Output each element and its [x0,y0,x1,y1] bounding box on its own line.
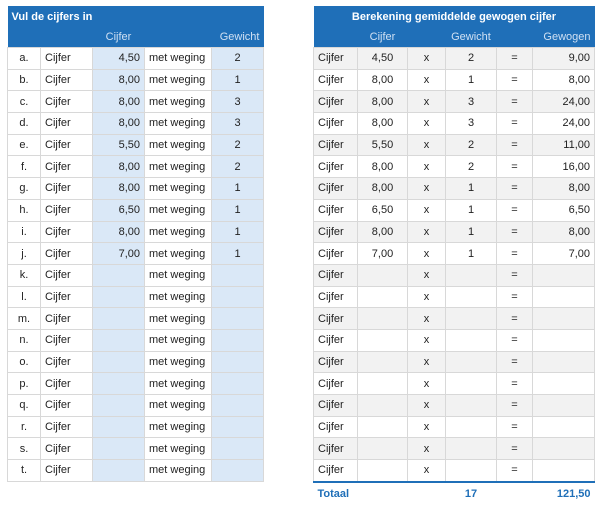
equals-sign: = [497,438,533,460]
row-label: Cijfer [41,308,93,330]
grade-input[interactable] [93,395,145,417]
grade-input[interactable]: 8,00 [93,156,145,178]
weighted-result [533,438,595,460]
multiply-sign: x [408,395,446,417]
row-label: Cijfer [41,48,93,70]
row-letter: a. [8,48,41,70]
row-letter: l. [8,286,41,308]
weight-label: met weging [145,91,212,113]
input-row [8,286,264,308]
multiply-sign: x [408,308,446,330]
weighted-result [533,395,595,417]
row-label: Cijfer [41,373,93,395]
calc-row-label: Cijfer [314,156,358,178]
input-row [8,113,264,135]
input-row [8,395,264,417]
weight-input[interactable] [212,308,264,330]
multiply-sign: x [408,156,446,178]
total-weighted: 121,50 [533,482,595,505]
calc-weight [446,329,497,351]
equals-sign: = [497,134,533,156]
weight-label: met weging [145,113,212,135]
multiply-sign: x [408,48,446,70]
calc-grade [358,308,408,330]
calc-row-label: Cijfer [314,69,358,91]
calc-grade [358,286,408,308]
multiply-sign: x [408,416,446,438]
equals-sign: = [497,308,533,330]
grade-input[interactable]: 8,00 [93,178,145,200]
weight-label: met weging [145,329,212,351]
calc-row [314,178,595,200]
multiply-sign: x [408,178,446,200]
row-letter: m. [8,308,41,330]
equals-sign: = [497,48,533,70]
input-row [8,48,264,70]
calc-row [314,264,595,286]
calc-grade: 6,50 [358,199,408,221]
weighted-result: 6,50 [533,199,595,221]
equals-sign: = [497,199,533,221]
weight-input[interactable]: 2 [212,134,264,156]
input-row [8,460,264,482]
weighted-result [533,373,595,395]
calc-row [314,243,595,265]
input-row [8,221,264,243]
weighted-result: 16,00 [533,156,595,178]
row-label: Cijfer [41,351,93,373]
calc-grade: 8,00 [358,69,408,91]
calc-weight [446,373,497,395]
calc-row [314,351,595,373]
calc-weight [446,308,497,330]
weight-label: met weging [145,395,212,417]
weight-label: met weging [145,178,212,200]
multiply-sign: x [408,286,446,308]
calc-row-label: Cijfer [314,373,358,395]
calc-grade-column-header: Cijfer [358,27,408,48]
weighted-result: 11,00 [533,134,595,156]
multiply-sign: x [408,199,446,221]
grade-input[interactable]: 8,00 [93,91,145,113]
grade-input[interactable] [93,351,145,373]
weight-input[interactable] [212,286,264,308]
calc-row [314,221,595,243]
weight-input[interactable]: 3 [212,91,264,113]
calc-weight [446,438,497,460]
calc-grade: 8,00 [358,178,408,200]
weighted-result: 7,00 [533,243,595,265]
total-weight: 17 [446,482,497,505]
weight-label: met weging [145,351,212,373]
calc-row-label: Cijfer [314,221,358,243]
equals-sign: = [497,460,533,482]
multiply-sign: x [408,91,446,113]
calc-weight: 3 [446,91,497,113]
input-row [8,134,264,156]
calc-row-label: Cijfer [314,416,358,438]
multiply-sign: x [408,373,446,395]
calc-row [314,134,595,156]
equals-sign: = [497,221,533,243]
calc-row [314,286,595,308]
row-letter: f. [8,156,41,178]
weight-label: met weging [145,308,212,330]
row-label: Cijfer [41,329,93,351]
calc-row [314,113,595,135]
weight-input[interactable]: 1 [212,69,264,91]
row-letter: e. [8,134,41,156]
grade-input[interactable]: 8,00 [93,113,145,135]
input-row [8,308,264,330]
weighted-calculation-table [313,6,595,505]
calc-grade [358,395,408,417]
row-label: Cijfer [41,243,93,265]
weight-label: met weging [145,199,212,221]
calc-row [314,329,595,351]
row-label: Cijfer [41,286,93,308]
total-row [314,482,595,505]
calc-row-label: Cijfer [314,308,358,330]
calc-grade: 4,50 [358,48,408,70]
weighted-result: 24,00 [533,113,595,135]
calc-row-label: Cijfer [314,199,358,221]
weighted-result [533,351,595,373]
calc-grade: 8,00 [358,221,408,243]
row-label: Cijfer [41,264,93,286]
row-label: Cijfer [41,156,93,178]
row-letter: b. [8,69,41,91]
calc-weight [446,264,497,286]
calc-row [314,48,595,70]
weight-label: met weging [145,416,212,438]
equals-sign: = [497,286,533,308]
calc-row-label: Cijfer [314,264,358,286]
weighted-result [533,264,595,286]
calc-row-label: Cijfer [314,438,358,460]
multiply-sign: x [408,351,446,373]
multiply-sign: x [408,221,446,243]
calc-weight: 1 [446,221,497,243]
row-letter: o. [8,351,41,373]
calc-grade [358,438,408,460]
equals-sign: = [497,91,533,113]
weighted-result [533,286,595,308]
weight-label: met weging [145,460,212,482]
calc-weight [446,416,497,438]
row-label: Cijfer [41,199,93,221]
row-letter: t. [8,460,41,482]
calc-grade: 5,50 [358,134,408,156]
calc-row [314,460,595,482]
calc-row-label: Cijfer [314,91,358,113]
row-letter: i. [8,221,41,243]
equals-sign: = [497,156,533,178]
calc-weight [446,286,497,308]
calc-weight: 2 [446,156,497,178]
weight-input[interactable] [212,416,264,438]
multiply-sign: x [408,264,446,286]
calc-row-label: Cijfer [314,351,358,373]
row-label: Cijfer [41,416,93,438]
grade-column-header: Cijfer [93,27,145,48]
weighted-result: 8,00 [533,178,595,200]
input-row [8,264,264,286]
weight-input[interactable]: 2 [212,156,264,178]
input-row [8,243,264,265]
grade-input[interactable]: 8,00 [93,221,145,243]
calc-row [314,438,595,460]
calc-grade [358,460,408,482]
row-letter: k. [8,264,41,286]
weight-input[interactable] [212,329,264,351]
weight-input[interactable] [212,460,264,482]
row-label: Cijfer [41,460,93,482]
calc-grade [358,416,408,438]
calc-weight: 1 [446,178,497,200]
input-row [8,91,264,113]
calc-row-label: Cijfer [314,286,358,308]
input-row [8,69,264,91]
grade-input[interactable]: 5,50 [93,134,145,156]
calc-weight: 1 [446,199,497,221]
calc-row [314,91,595,113]
input-row [8,438,264,460]
equals-sign: = [497,178,533,200]
multiply-sign: x [408,243,446,265]
calc-grade: 8,00 [358,113,408,135]
weight-label: met weging [145,243,212,265]
weight-label: met weging [145,156,212,178]
row-label: Cijfer [41,178,93,200]
weight-label: met weging [145,69,212,91]
calc-weight: 3 [446,113,497,135]
weight-label: met weging [145,286,212,308]
calc-row-label: Cijfer [314,178,358,200]
equals-sign: = [497,264,533,286]
calc-row [314,156,595,178]
calc-row-label: Cijfer [314,329,358,351]
weighted-column-header: Gewogen [533,27,595,48]
grade-input[interactable] [93,308,145,330]
row-letter: h. [8,199,41,221]
weighted-result: 24,00 [533,91,595,113]
multiply-sign: x [408,69,446,91]
row-letter: s. [8,438,41,460]
weight-input[interactable]: 1 [212,199,264,221]
weight-input[interactable] [212,351,264,373]
multiply-sign: x [408,113,446,135]
input-table-title: Vul de cijfers in [8,6,264,27]
input-row [8,156,264,178]
multiply-sign: x [408,134,446,156]
input-row [8,373,264,395]
calc-row-label: Cijfer [314,460,358,482]
weight-input[interactable] [212,438,264,460]
row-letter: j. [8,243,41,265]
row-label: Cijfer [41,91,93,113]
calculation-table-title: Berekening gemiddelde gewogen cijfer [314,6,595,27]
calc-row [314,199,595,221]
grade-input[interactable] [93,264,145,286]
calc-weight [446,395,497,417]
weighted-result [533,308,595,330]
row-letter: c. [8,91,41,113]
equals-sign: = [497,373,533,395]
grade-input[interactable] [93,329,145,351]
calc-weight: 1 [446,243,497,265]
weighted-result: 8,00 [533,221,595,243]
weighted-result [533,329,595,351]
weight-input[interactable] [212,395,264,417]
weight-column-header: Gewicht [212,27,264,48]
calc-weight [446,460,497,482]
grade-input[interactable]: 8,00 [93,69,145,91]
calc-row-label: Cijfer [314,134,358,156]
weight-input[interactable]: 1 [212,243,264,265]
weighted-result [533,416,595,438]
row-label: Cijfer [41,395,93,417]
calc-weight-column-header: Gewicht [446,27,497,48]
row-label: Cijfer [41,221,93,243]
row-letter: d. [8,113,41,135]
input-row [8,199,264,221]
weighted-result: 8,00 [533,69,595,91]
calc-weight [446,351,497,373]
calc-grade: 8,00 [358,91,408,113]
input-row [8,416,264,438]
calc-weight: 2 [446,134,497,156]
calc-grade: 8,00 [358,156,408,178]
row-letter: r. [8,416,41,438]
calc-weight: 2 [446,48,497,70]
calc-grade: 7,00 [358,243,408,265]
calc-weight: 1 [446,69,497,91]
equals-sign: = [497,395,533,417]
calc-row [314,373,595,395]
calc-row-label: Cijfer [314,395,358,417]
grade-input[interactable] [93,416,145,438]
weight-input[interactable] [212,373,264,395]
weight-label: met weging [145,48,212,70]
input-row [8,178,264,200]
calc-row [314,308,595,330]
weighted-result: 9,00 [533,48,595,70]
row-letter: p. [8,373,41,395]
input-row [8,329,264,351]
input-grades-table [7,6,264,482]
weight-label: met weging [145,134,212,156]
calc-row [314,395,595,417]
weight-input[interactable]: 1 [212,178,264,200]
calc-row-label: Cijfer [314,113,358,135]
equals-sign: = [497,113,533,135]
calc-row [314,69,595,91]
calc-row-label: Cijfer [314,243,358,265]
weight-label: met weging [145,373,212,395]
row-label: Cijfer [41,438,93,460]
weight-input[interactable]: 3 [212,113,264,135]
grade-input[interactable]: 6,50 [93,199,145,221]
row-label: Cijfer [41,134,93,156]
row-label: Cijfer [41,69,93,91]
weight-input[interactable]: 1 [212,221,264,243]
calc-row [314,416,595,438]
weight-label: met weging [145,438,212,460]
grade-input[interactable] [93,460,145,482]
input-row [8,351,264,373]
grade-input[interactable]: 4,50 [93,48,145,70]
equals-sign: = [497,243,533,265]
multiply-sign: x [408,460,446,482]
grade-input[interactable]: 7,00 [93,243,145,265]
calc-row-label: Cijfer [314,48,358,70]
grade-input[interactable] [93,438,145,460]
calc-grade [358,351,408,373]
weight-label: met weging [145,264,212,286]
row-label: Cijfer [41,113,93,135]
calc-grade [358,264,408,286]
row-letter: n. [8,329,41,351]
multiply-sign: x [408,438,446,460]
equals-sign: = [497,329,533,351]
equals-sign: = [497,416,533,438]
row-letter: q. [8,395,41,417]
equals-sign: = [497,69,533,91]
weight-label: met weging [145,221,212,243]
weight-input[interactable]: 2 [212,48,264,70]
grade-input[interactable] [93,373,145,395]
equals-sign: = [497,351,533,373]
total-label: Totaal [314,482,358,505]
grade-input[interactable] [93,286,145,308]
row-letter: g. [8,178,41,200]
multiply-sign: x [408,329,446,351]
weighted-result [533,460,595,482]
calc-grade [358,329,408,351]
weight-input[interactable] [212,264,264,286]
calc-grade [358,373,408,395]
